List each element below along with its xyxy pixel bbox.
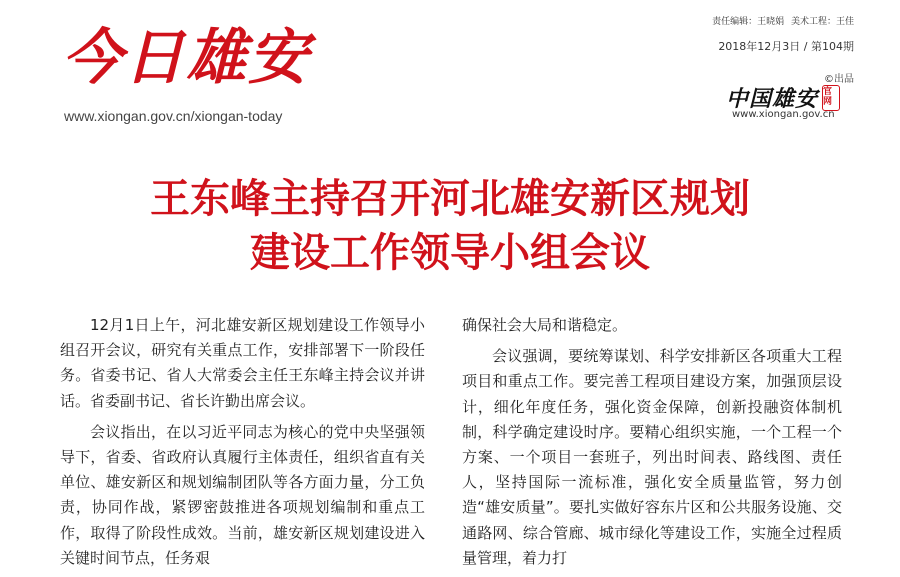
- source-tag: ©出品: [824, 74, 854, 85]
- brand-url[interactable]: www.xiongan.gov.cn: [732, 109, 835, 120]
- editor-credit: [708, 14, 854, 27]
- paragraph: 会议强调，要统筹谋划、科学安排新区各项重大工程项目和重点工作。要完善工程项目建设方案，加强顶层设计，细化年度任务，强化资金保障，创新投融资体制机制，科学确定建设时序。要精心组织实施，一个工程一个方案、一个项目一套班子，列出时间表、路线图、责任人，坚持国际一流标准，强化安全质量监管，努力创造“雄安质量”。要扎实做好容东片区和公共服务设施、交通路网、综合管廊、城市绿化等建设工作，实施全过程质量管理，着力打: [462, 347, 842, 567]
- headline-line-2: 建设工作领导小组会议: [250, 229, 650, 276]
- official-seal-icon: 官网: [822, 85, 840, 111]
- article-column-right: [462, 313, 842, 577]
- art-credit: 美术工程：王佳: [790, 17, 854, 27]
- paragraph: 12月1日上午，河北雄安新区规划建设工作领导小组召开会议，研究有关重点工作，安排部署下一阶段任务。省委书记、省人大常委会主任王东峰主持会议并讲话。省委副书记、省长许勤出席会议。: [60, 316, 425, 410]
- article-column-left: [60, 313, 425, 577]
- article-headline: [0, 172, 900, 280]
- paragraph-continued: 确保社会大局和谐稳定。: [462, 316, 628, 334]
- masthead-url[interactable]: www.xiongan.gov.cn/xiongan-today: [64, 108, 283, 124]
- brand-name: 中国雄安: [726, 86, 819, 112]
- masthead-logo: 今日雄安: [62, 23, 310, 93]
- headline-line-1: 王东峰主持召开河北雄安新区规划: [150, 175, 750, 222]
- editor-name: 责任编辑：王晓娟: [712, 17, 785, 27]
- paragraph: 会议指出，在以习近平同志为核心的党中央坚强领导下，省委、省政府认真履行主体责任，组织省直有关单位、雄安新区和规划编制团队等各方面力量，分工负责，协同作战，紧锣密鼓推进各项规划编制和重点工作，取得了阶段性成效。当前，雄安新区规划建设进入关键时间节点，任务艰: [60, 422, 425, 567]
- issue-dateline: 2018年12月3日 / 第104期: [718, 40, 854, 53]
